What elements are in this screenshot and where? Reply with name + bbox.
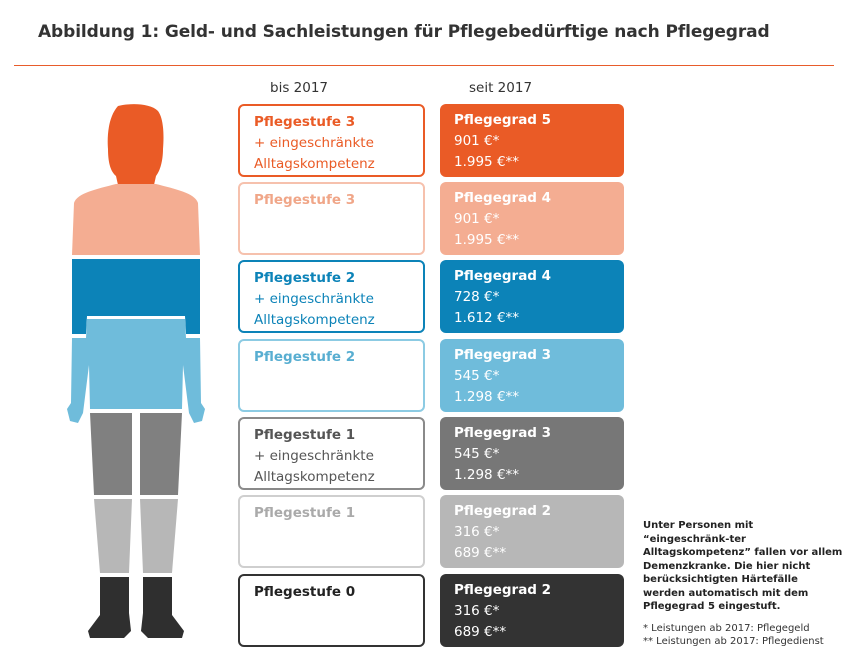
new-grade-title: Pflegegrad 2	[454, 582, 552, 598]
new-grade-cash-benefit: 545 €*	[454, 446, 500, 462]
old-level-sub-2: Alltagskompetenz	[254, 469, 375, 485]
old-level-sub-2: Alltagskompetenz	[254, 156, 375, 172]
old-level-title: Pflegestufe 2	[254, 349, 356, 365]
new-grade-title: Pflegegrad 4	[454, 190, 552, 206]
human-body-figure	[52, 103, 220, 648]
new-grade-cash-benefit: 901 €*	[454, 133, 500, 149]
old-level-sub-1: + eingeschränkte	[254, 291, 374, 307]
old-level-box-1	[238, 104, 425, 177]
new-grade-cash-benefit: 728 €*	[454, 289, 500, 305]
new-grade-title: Pflegegrad 2	[454, 503, 552, 519]
new-grade-cash-benefit: 901 €*	[454, 211, 500, 227]
new-grade-service-benefit: 1.298 €**	[454, 389, 520, 405]
figure-feet	[88, 577, 184, 638]
new-grade-service-benefit: 1.995 €**	[454, 232, 520, 248]
old-level-title: Pflegestufe 1	[254, 505, 356, 521]
old-level-box-5	[238, 417, 425, 490]
old-level-title: Pflegestufe 3	[254, 114, 356, 130]
old-level-box-2	[238, 182, 425, 255]
figure-shoulders	[72, 184, 200, 255]
old-level-box-4	[238, 339, 425, 412]
old-level-title: Pflegestufe 1	[254, 427, 356, 443]
old-level-sub-1: + eingeschränkte	[254, 135, 374, 151]
new-grade-title: Pflegegrad 3	[454, 347, 552, 363]
figure-title: Abbildung 1: Geld- und Sachleistungen für Pflegebedürftige nach Pflegegrad	[38, 22, 770, 42]
old-level-box-6	[238, 495, 425, 568]
figure-shins	[94, 499, 178, 573]
new-grade-service-benefit: 1.995 €**	[454, 154, 520, 170]
column-header-since-2017: seit 2017	[469, 80, 533, 96]
new-grade-box-1	[440, 104, 624, 177]
new-grade-box-5	[440, 417, 624, 490]
footnote-double-star: ** Leistungen ab 2017: Pflegedienst	[643, 636, 824, 647]
new-grade-box-4	[440, 339, 624, 412]
new-grade-box-7	[440, 574, 624, 647]
old-level-box-7	[238, 574, 425, 647]
old-level-box-3	[238, 260, 425, 333]
old-level-title: Pflegestufe 2	[254, 270, 356, 286]
old-level-sub-1: + eingeschränkte	[254, 448, 374, 464]
new-grade-title: Pflegegrad 4	[454, 268, 552, 284]
old-level-title: Pflegestufe 0	[254, 584, 356, 600]
title-divider	[14, 65, 834, 66]
new-grade-title: Pflegegrad 3	[454, 425, 552, 441]
new-grade-box-6	[440, 495, 624, 568]
old-level-sub-2: Alltagskompetenz	[254, 312, 375, 328]
new-grade-service-benefit: 1.298 €**	[454, 467, 520, 483]
new-grade-title: Pflegegrad 5	[454, 112, 552, 128]
old-level-title: Pflegestufe 3	[254, 192, 356, 208]
new-grade-service-benefit: 689 €**	[454, 624, 507, 640]
new-grade-cash-benefit: 545 €*	[454, 368, 500, 384]
figure-hips-and-arms	[67, 319, 205, 423]
new-grade-service-benefit: 1.612 €**	[454, 310, 520, 326]
new-grade-cash-benefit: 316 €*	[454, 524, 500, 540]
new-grade-service-benefit: 689 €**	[454, 545, 507, 561]
figure-head	[108, 104, 164, 185]
footnote-single-star: * Leistungen ab 2017: Pflegegeld	[643, 623, 810, 634]
new-grade-cash-benefit: 316 €*	[454, 603, 500, 619]
new-grade-box-2	[440, 182, 624, 255]
dementia-note: Unter Personen mit “eingeschränk-ter Alltagskompetenz” fallen vor allem Demenzkranke. Die hier nicht berücksichtigten Härtefälle werden automatisch mit dem Pflegegrad 5 eingestuft.	[643, 520, 843, 612]
column-header-before-2017: bis 2017	[270, 80, 329, 96]
figure-thighs	[90, 413, 182, 495]
new-grade-box-3	[440, 260, 624, 333]
